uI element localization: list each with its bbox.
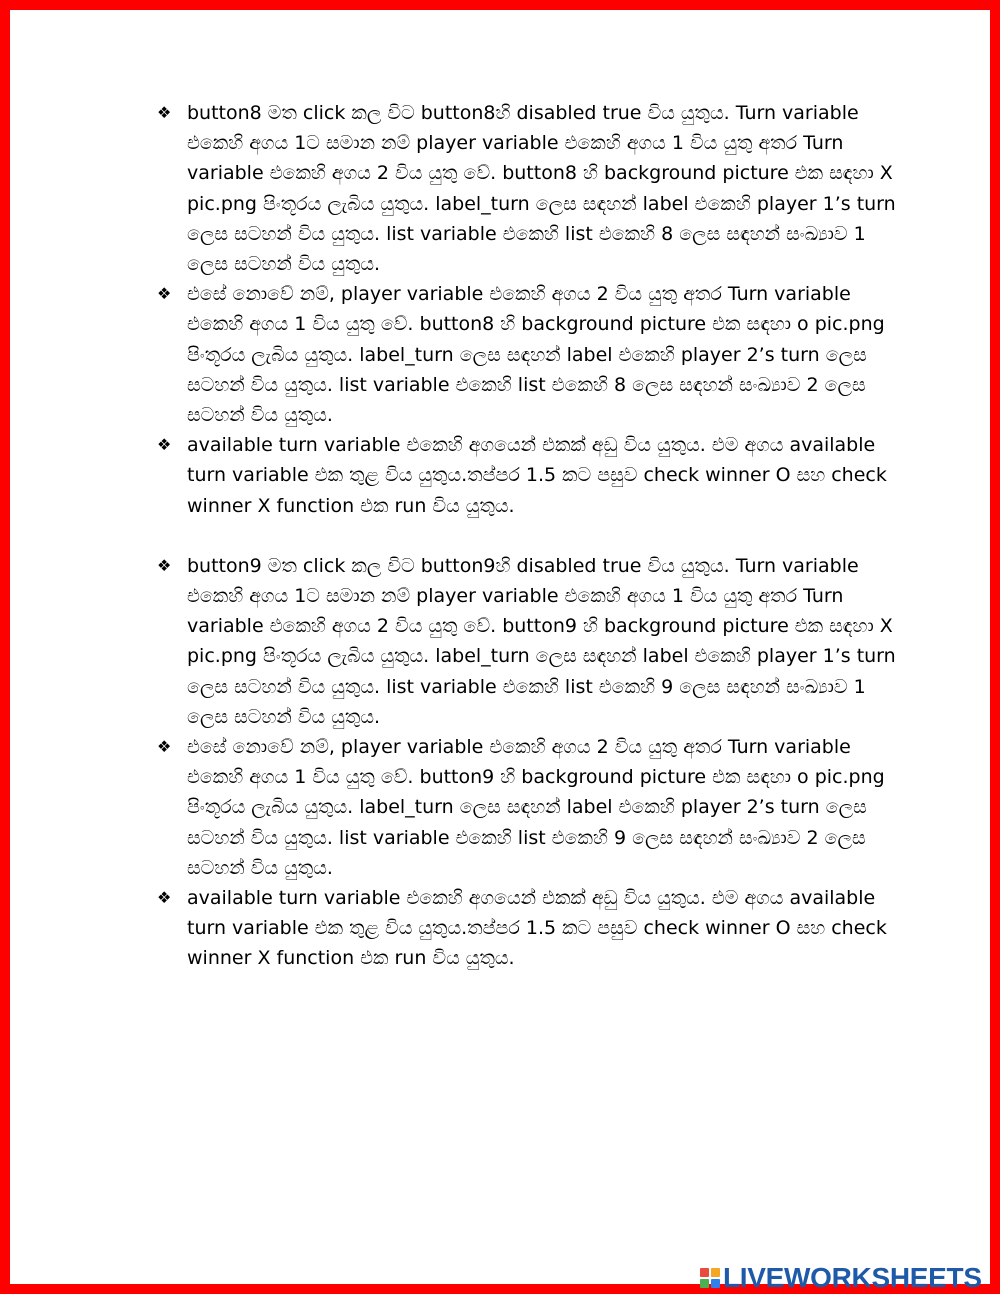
four-diamond-bullet-icon: ❖ — [157, 888, 172, 908]
instruction-section-button9 — [150, 551, 910, 974]
four-diamond-bullet-icon: ❖ — [157, 103, 172, 122]
instruction-text: available turn variable එකෙහි අගයෙන් එකක් අඩු විය යුතුය. එම අගය available turn variable එක තුළ විය යුතුය.තප්පර 1.5 කට පසුව check winner O සහ check winner X function එක run විය යුතුය. — [187, 887, 887, 970]
instruction-item — [150, 279, 910, 430]
instruction-section-button8 — [150, 98, 910, 521]
instruction-item — [150, 98, 910, 279]
liveworksheets-logo-text: LIVEWORKSHEETS — [723, 1262, 982, 1293]
instruction-item — [150, 430, 910, 521]
four-diamond-bullet-icon: ❖ — [157, 737, 172, 757]
instruction-text: button8 මත click කල විට button8හි disabled true විය යුතුය. Turn variable එකෙහි අගය 1ට සමාන නම් player variable එකෙහි අගය 1 විය යුතු අතර Turn variable එකෙහි අගය 2 විය යුතු වේ. button8 හි background picture එක සඳහා X pic.png පිංතූරය ලැබිය යුතුය. label_turn ලෙස සඳහන් label එකෙහි player 1’s turn ලෙස සටහන් විය යුතුය. list variable එකෙහි list එකෙහි 8 ලෙස සඳහන් සංඛ්‍යාව 1 ලෙස සටහන් විය යුතුය. — [187, 102, 896, 276]
instruction-text: එසේ නොවේ නම්, player variable එකෙහි අගය 2 විය යුතු අතර Turn variable එකෙහි අගය 1 විය යුතු වේ. button9 හි background picture එක සඳහා o pic.png පිංතූරය ලැබිය යුතුය. label_turn ලෙස සඳහන් label එකෙහි player 2’s turn ලෙස සටහන් විය යුතුය. list variable එකෙහි list එකෙහි 9 ලෙස සඳහන් සංඛ්‍යාව 2 ලෙස සටහන් විය යුතුය. — [187, 736, 885, 879]
four-diamond-bullet-icon: ❖ — [157, 284, 172, 304]
instruction-text: එසේ නොවේ නම්, player variable එකෙහි අගය 2 විය යුතු අතර Turn variable එකෙහි අගය 1 විය යුතු වේ. button8 හි background picture එක සඳහා o pic.png පිංතූරය ලැබිය යුතුය. label_turn ලෙස සඳහන් label එකෙහි player 2’s turn ලෙස සටහන් විය යුතුය. list variable එකෙහි list එකෙහි 8 ලෙස සඳහන් සංඛ්‍යාව 2 ලෙස සටහන් විය යුතුය. — [187, 283, 885, 427]
instruction-item — [150, 883, 910, 974]
instruction-item — [150, 732, 910, 883]
instruction-text: available turn variable එකෙහි අගයෙන් එකක් අඩු විය යුතුය. එම අගය available turn variable එක තුළ විය යුතුය.තප්පර 1.5 කට පසුව check winner O සහ check winner X function එක run විය යුතුය. — [187, 434, 887, 517]
instruction-text: button9 මත click කල විට button9හි disabled true විය යුතුය. Turn variable එකෙහි අගය 1ට සමාන නම් player variable එකෙහි අගය 1 විය යුතු අතර Turn variable එකෙහි අගය 2 විය යුතු වේ. button9 හි background picture එක සඳහා X pic.png පිංතූරය ලැබිය යුතුය. label_turn ලෙස සඳහන් label එකෙහි player 1’s turn ලෙස සටහන් විය යුතුය. list variable එකෙහි list එකෙහි 9 ලෙස සඳහන් සංඛ්‍යාව 1 ලෙස සටහන් විය යුතුය. — [187, 554, 896, 728]
logo-block — [711, 1279, 720, 1288]
logo-block — [711, 1268, 720, 1277]
instructions-content — [150, 98, 910, 1004]
liveworksheets-logo-icon — [700, 1268, 720, 1288]
liveworksheets-logo — [700, 1264, 982, 1292]
four-diamond-bullet-icon: ❖ — [157, 555, 172, 575]
four-diamond-bullet-icon: ❖ — [157, 435, 172, 455]
instruction-item — [150, 551, 910, 732]
logo-block — [700, 1268, 709, 1277]
logo-block — [700, 1279, 709, 1288]
